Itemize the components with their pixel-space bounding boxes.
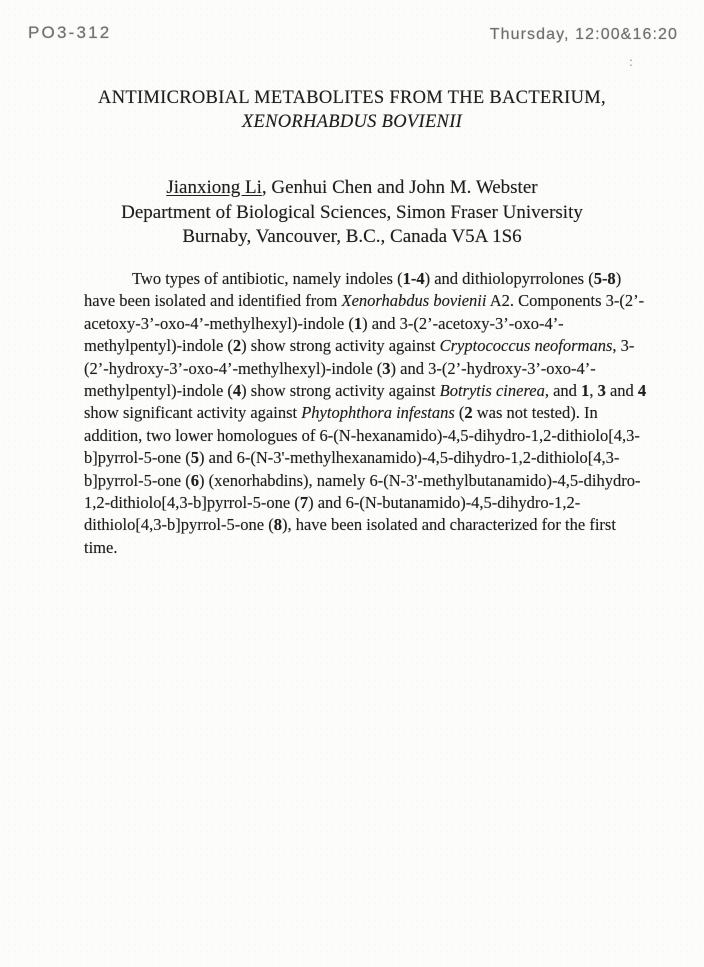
session-code: PO3-312 bbox=[28, 23, 112, 42]
affiliation-line: Department of Biological Sciences, Simon Fraser University bbox=[121, 201, 583, 223]
page-header bbox=[28, 23, 678, 44]
paper-title-species: XENORHABDUS BOVIENII bbox=[241, 112, 463, 132]
scan-artifact: : bbox=[629, 55, 633, 70]
paper-title-line1: ANTIMICROBIAL METABOLITES FROM THE BACTERIUM, bbox=[98, 88, 606, 108]
abstract-paragraph: Two types of antibiotic, namely indoles (1-4) and dithiolopyrrolones (5-8) have been isolated and identified from Xenorhabdus bovienii A2. Components 3-(2’-acetoxy-3’-oxo-4’-methylhexyl)-indole (1) and 3-(2’-acetoxy-3’-oxo-4’-methylpentyl)-indole (2) show strong activity against Cryptococcus neoformans, 3-(2’-hydroxy-3’-oxo-4’-methylhexyl)-indole (3) and 3-(2’-hydroxy-3’-oxo-4’-methylpentyl)-indole (4) show strong activity against Botrytis cinerea, and 1, 3 and 4 show significant activity against Phytophthora infestans (2 was not tested). In addition, two lower homologues of 6-(N-hexanamido)-4,5-dihydro-1,2-dithiolo[4,3-b]pyrrol-5-one (5) and 6-(N-3'-methylhexanamido)-4,5-dihydro-1,2-dithiolo[4,3-b]pyrrol-5-one (6) (xenorhabdins), namely 6-(N-3'-methylbutanamido)-4,5-dihydro-1,2-dithiolo[4,3-b]pyrrol-5-one (7) and 6-(N-butanamido)-4,5-dihydro-1,2-dithiolo[4,3-b]pyrrol-5-one (8), have been isolated and characterized for the first time. bbox=[84, 269, 647, 557]
author-names: Jianxiong Li, Genhui Chen and John M. Webster bbox=[166, 177, 538, 198]
session-time: Thursday, 12:00&16:20 bbox=[489, 26, 678, 43]
address-line: Burnaby, Vancouver, B.C., Canada V5A 1S6 bbox=[182, 226, 522, 247]
author-block bbox=[0, 176, 704, 250]
paper-title bbox=[0, 86, 704, 134]
